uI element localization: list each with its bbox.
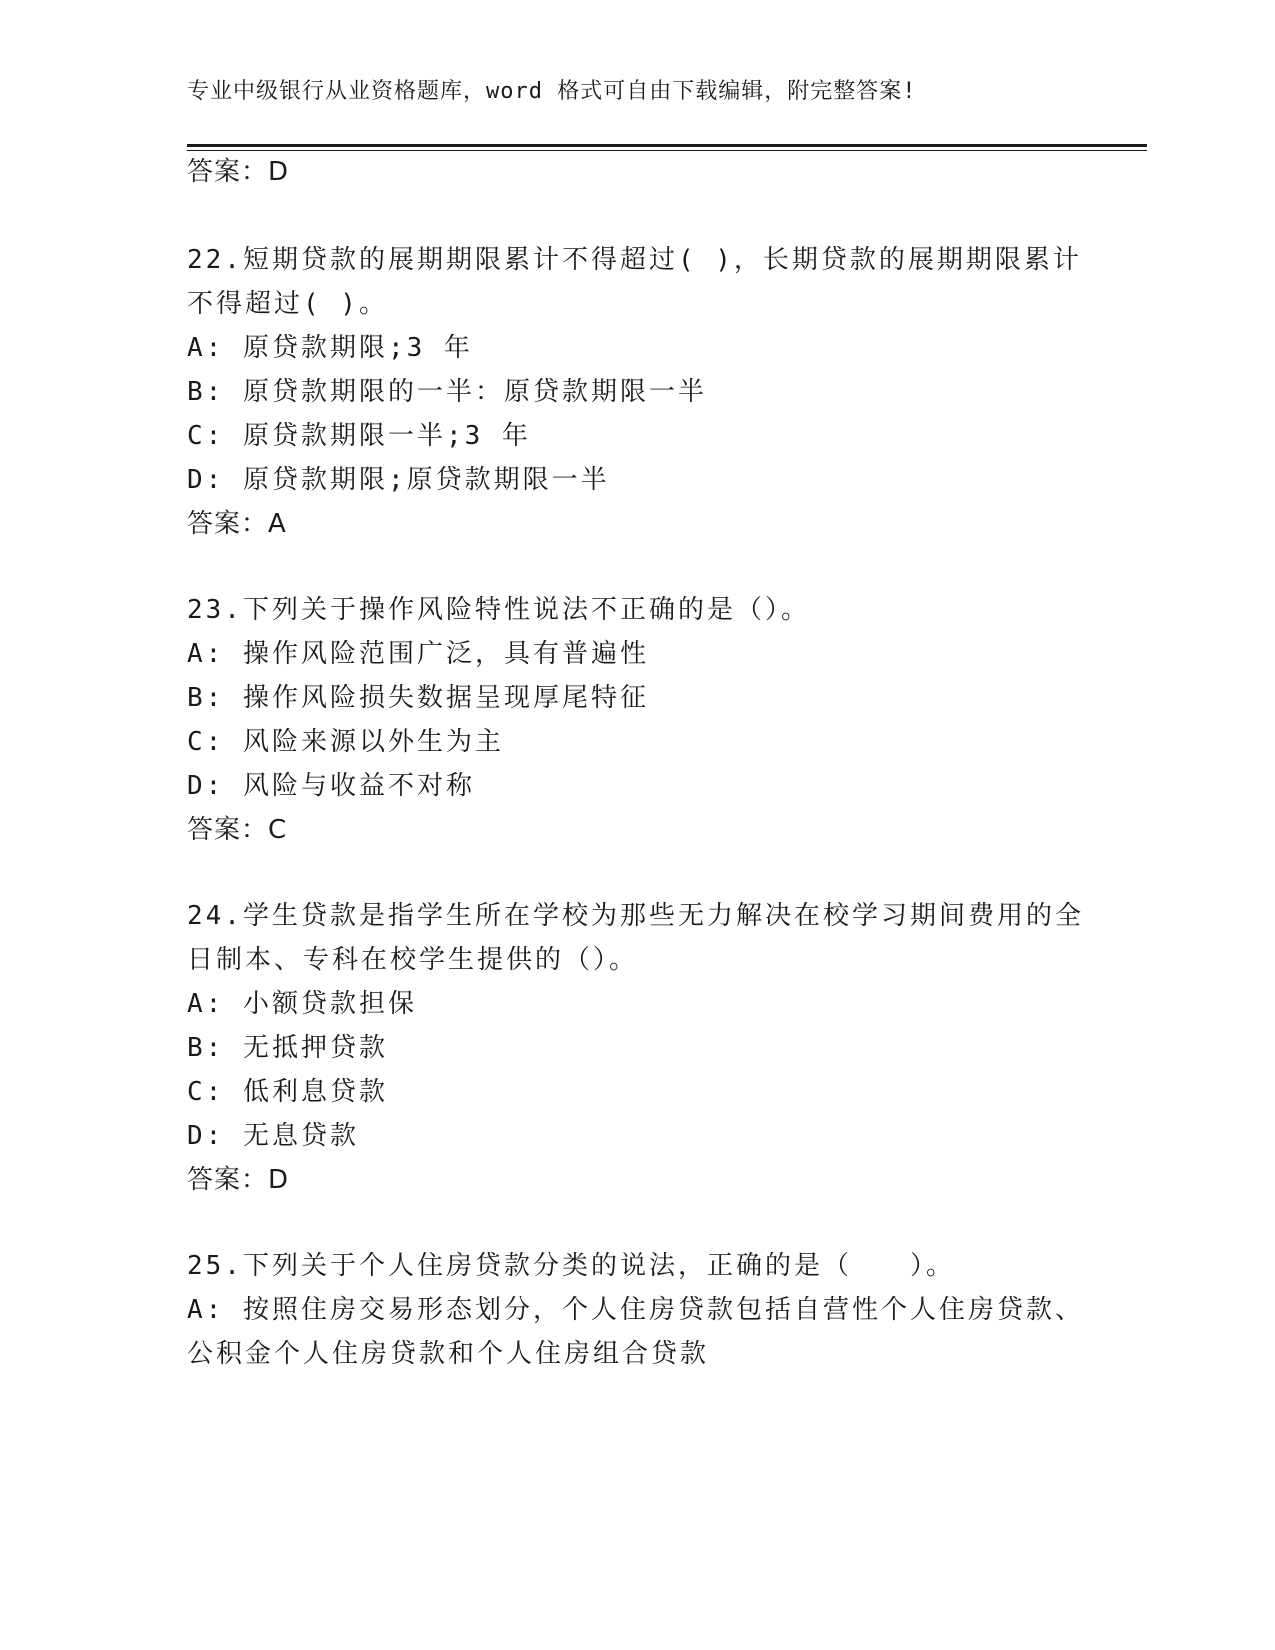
question-22-stem-line-1: 22.短期贷款的展期期限累计不得超过( )，长期贷款的展期期限累计: [187, 245, 1082, 275]
question-23-option-c: C: 风险来源以外生为主: [187, 727, 504, 757]
question-22-stem-line-2: 不得超过( )。: [187, 289, 388, 319]
page-header: 专业中级银行从业资格题库，word 格式可自由下载编辑，附完整答案!: [187, 79, 917, 104]
question-22-option-c: C: 原贷款期限一半;3 年: [187, 421, 531, 451]
question-24-answer: 答案：D: [187, 1165, 290, 1195]
header-divider-thick: [187, 144, 1147, 147]
question-24-stem-line-1: 24.学生贷款是指学生所在学校为那些无力解决在校学习期间费用的全: [187, 901, 1084, 931]
question-23-answer: 答案：C: [187, 815, 288, 845]
question-24-option-a: A: 小额贷款担保: [187, 989, 417, 1019]
previous-answer: 答案：D: [187, 157, 290, 187]
question-22-option-b: B: 原贷款期限的一半：原贷款期限一半: [187, 377, 707, 407]
question-23-option-b: B: 操作风险损失数据呈现厚尾特征: [187, 683, 649, 713]
question-24-option-c: C: 低利息贷款: [187, 1077, 388, 1107]
question-22-option-d: D: 原贷款期限;原贷款期限一半: [187, 465, 610, 495]
question-23-stem-line-1: 23.下列关于操作风险特性说法不正确的是（）。: [187, 595, 810, 625]
question-23-option-d: D: 风险与收益不对称: [187, 771, 475, 801]
question-24-option-b: B: 无抵押贷款: [187, 1033, 388, 1063]
question-23-option-a: A: 操作风险范围广泛，具有普遍性: [187, 639, 649, 669]
question-25-option-a-line-1: A: 按照住房交易形态划分，个人住房贷款包括自营性个人住房贷款、: [187, 1295, 1084, 1325]
question-22-option-a: A: 原贷款期限;3 年: [187, 333, 473, 363]
question-22-answer: 答案：A: [187, 509, 287, 539]
question-24-stem-line-2: 日制本、专科在校学生提供的（）。: [187, 945, 639, 975]
question-25-option-a-line-2: 公积金个人住房贷款和个人住房组合贷款: [187, 1339, 710, 1369]
question-25-stem-line-1: 25.下列关于个人住房贷款分类的说法，正确的是（ ）。: [187, 1251, 955, 1281]
header-divider-thin: [187, 150, 1147, 151]
question-24-option-d: D: 无息贷款: [187, 1121, 359, 1151]
